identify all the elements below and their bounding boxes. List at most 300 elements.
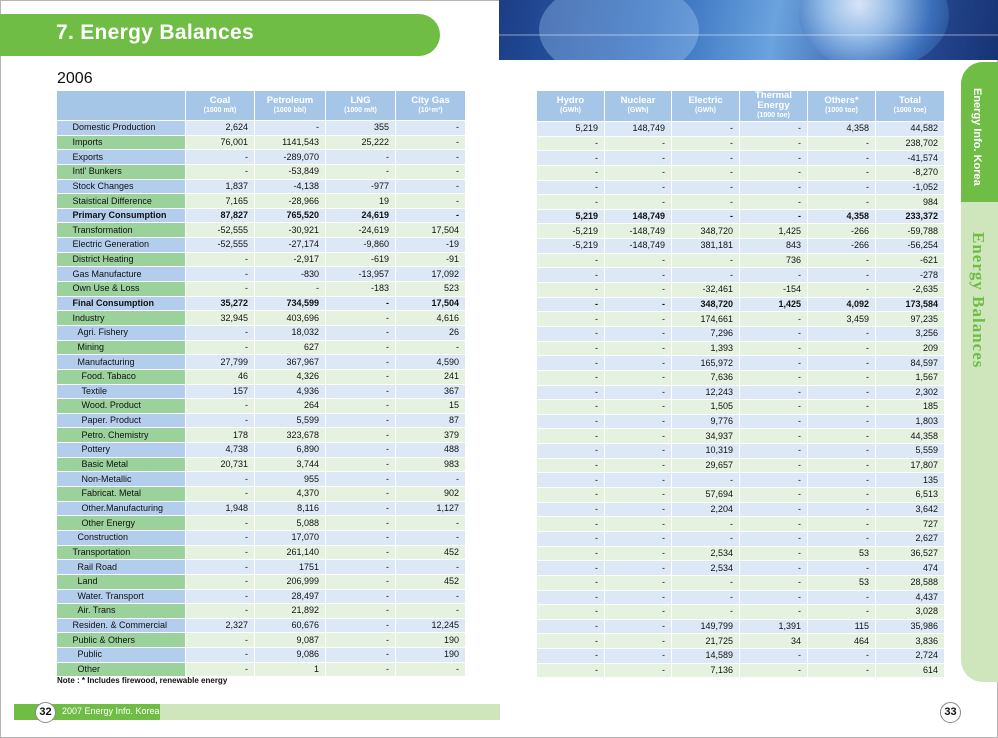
table-cell: - — [396, 194, 466, 209]
table-cell: 4,358 — [808, 122, 876, 137]
table-cell: 148,749 — [605, 209, 672, 224]
table-cell: - — [605, 634, 672, 649]
table-cell: - — [186, 340, 255, 355]
table-cell: - — [605, 312, 672, 327]
table-cell: - — [537, 253, 605, 268]
table-cell: 178 — [186, 428, 255, 443]
table-cell: 21,892 — [255, 604, 326, 619]
table-cell: 261,140 — [255, 545, 326, 560]
table-cell: 983 — [396, 457, 466, 472]
table-cell: - — [326, 560, 396, 575]
table-cell: - — [808, 136, 876, 151]
table-cell: - — [605, 356, 672, 371]
table-cell: - — [740, 312, 808, 327]
table-row — [537, 239, 945, 254]
table-cell: -2,635 — [876, 283, 945, 298]
table-cell: 1 — [255, 662, 326, 677]
table-cell: - — [672, 253, 740, 268]
table-cell: 902 — [396, 487, 466, 502]
table-cell: 10,319 — [672, 444, 740, 459]
column-header — [740, 91, 808, 122]
table-cell: -91 — [396, 252, 466, 267]
table-cell: 3,256 — [876, 326, 945, 341]
table-row — [537, 590, 945, 605]
table-cell: - — [808, 517, 876, 532]
table-row — [57, 399, 466, 414]
table-cell: - — [740, 195, 808, 210]
table-cell: - — [396, 150, 466, 165]
table-cell: - — [605, 326, 672, 341]
table-cell: - — [740, 502, 808, 517]
column-header — [186, 91, 255, 121]
table-row — [537, 122, 945, 137]
table-row — [57, 501, 466, 516]
table-cell: - — [537, 561, 605, 576]
table-cell: 25,222 — [326, 135, 396, 150]
table-row — [537, 429, 945, 444]
table-cell: - — [186, 516, 255, 531]
table-cell: 452 — [396, 545, 466, 560]
table-cell: - — [186, 589, 255, 604]
table-cell: 4,358 — [808, 209, 876, 224]
table-cell: - — [326, 311, 396, 326]
table-row — [537, 195, 945, 210]
table-cell: 76,001 — [186, 135, 255, 150]
table-cell: 7,136 — [672, 663, 740, 678]
table-row — [537, 444, 945, 459]
column-header — [808, 91, 876, 122]
table-cell: - — [186, 267, 255, 282]
chapter-title-bar — [0, 14, 440, 56]
table-cell: -154 — [740, 283, 808, 298]
table-cell: - — [186, 282, 255, 297]
table-row — [57, 121, 466, 136]
table-cell: - — [808, 268, 876, 283]
table-cell: - — [605, 180, 672, 195]
table-cell: 44,358 — [876, 429, 945, 444]
table-cell: - — [537, 341, 605, 356]
table-cell: 5,599 — [255, 413, 326, 428]
table-cell: - — [808, 151, 876, 166]
page-number-left: 32 — [35, 702, 56, 723]
table-cell: - — [808, 429, 876, 444]
table-cell: - — [186, 325, 255, 340]
table-row — [537, 488, 945, 503]
table-cell: -9,860 — [326, 238, 396, 253]
table-cell: 233,372 — [876, 209, 945, 224]
table-cell: 348,720 — [672, 297, 740, 312]
table-row — [537, 224, 945, 239]
table-cell: 3,744 — [255, 457, 326, 472]
table-cell: 29,657 — [672, 458, 740, 473]
table-cell: 7,636 — [672, 370, 740, 385]
table-cell: 1,505 — [672, 400, 740, 415]
column-header-name: Electric — [688, 95, 723, 106]
table-row — [57, 384, 466, 399]
row-label: Paper. Product — [57, 413, 186, 428]
table-cell: - — [537, 326, 605, 341]
table-cell: 17,092 — [396, 267, 466, 282]
table-cell: 1,391 — [740, 619, 808, 634]
table-cell: - — [808, 531, 876, 546]
table-cell: - — [537, 370, 605, 385]
table-cell: - — [808, 341, 876, 356]
table-cell: - — [740, 531, 808, 546]
table-cell: - — [808, 253, 876, 268]
table-cell: - — [186, 399, 255, 414]
table-cell: - — [326, 574, 396, 589]
table-cell: 355 — [326, 121, 396, 136]
table-cell: - — [186, 545, 255, 560]
table-cell: - — [396, 589, 466, 604]
table-cell: - — [186, 604, 255, 619]
table-cell: - — [808, 488, 876, 503]
table-cell: 1,425 — [740, 224, 808, 239]
row-label: Stock Changes — [57, 179, 186, 194]
table-cell: - — [186, 164, 255, 179]
column-header-unit: (1000 toe) — [825, 107, 858, 114]
page-number-right: 33 — [940, 702, 961, 723]
table-cell: - — [605, 561, 672, 576]
table-cell: - — [605, 385, 672, 400]
table-cell: - — [605, 195, 672, 210]
table-row — [57, 150, 466, 165]
table-cell: - — [605, 253, 672, 268]
table-cell: - — [605, 370, 672, 385]
table-cell: - — [808, 385, 876, 400]
table-cell: 157 — [186, 384, 255, 399]
row-label: Exports — [57, 150, 186, 165]
table-cell: 1,425 — [740, 297, 808, 312]
table-header-row — [57, 91, 466, 121]
table-cell: 4,590 — [396, 355, 466, 370]
table-row — [57, 457, 466, 472]
table-cell: - — [326, 399, 396, 414]
table-cell: - — [537, 180, 605, 195]
header-banner-image — [499, 0, 998, 60]
table-cell: - — [808, 165, 876, 180]
table-cell: 367,967 — [255, 355, 326, 370]
table-row — [537, 268, 945, 283]
table-cell: - — [740, 458, 808, 473]
table-cell: - — [605, 473, 672, 488]
table-cell: - — [808, 605, 876, 620]
table-cell: - — [605, 429, 672, 444]
table-cell: - — [396, 164, 466, 179]
table-cell: 15 — [396, 399, 466, 414]
table-cell: 4,370 — [255, 487, 326, 502]
table-cell: - — [605, 502, 672, 517]
table-cell: 381,181 — [672, 239, 740, 254]
table-row — [537, 414, 945, 429]
table-cell: 984 — [876, 195, 945, 210]
row-label: Pottery — [57, 443, 186, 458]
table-cell: 4,437 — [876, 590, 945, 605]
table-cell: 2,302 — [876, 385, 945, 400]
table-cell: - — [740, 575, 808, 590]
table-row — [537, 326, 945, 341]
table-cell: - — [605, 414, 672, 429]
table-row — [537, 561, 945, 576]
row-label: Basic Metal — [57, 457, 186, 472]
table-cell: - — [808, 356, 876, 371]
table-cell: 9,087 — [255, 633, 326, 648]
column-header-name: Total — [899, 95, 921, 106]
table-cell: -28,966 — [255, 194, 326, 209]
row-label: Other.Manufacturing — [57, 501, 186, 516]
table-cell: - — [672, 605, 740, 620]
table-cell: - — [186, 648, 255, 663]
table-cell: 1,567 — [876, 370, 945, 385]
table-cell: -830 — [255, 267, 326, 282]
row-label: Electric Generation — [57, 238, 186, 253]
table-cell: 44,582 — [876, 122, 945, 137]
table-row — [57, 413, 466, 428]
table-cell: - — [186, 662, 255, 677]
table-cell: - — [537, 385, 605, 400]
table-cell: 765,520 — [255, 208, 326, 223]
table-cell: -41,574 — [876, 151, 945, 166]
table-cell: - — [326, 384, 396, 399]
table-cell: - — [537, 488, 605, 503]
table-cell: -52,555 — [186, 223, 255, 238]
table-cell: - — [537, 165, 605, 180]
table-cell: - — [672, 517, 740, 532]
table-cell: - — [672, 209, 740, 224]
table-cell: 57,694 — [672, 488, 740, 503]
side-tab — [961, 62, 998, 682]
table-row — [537, 180, 945, 195]
table-cell: 12,243 — [672, 385, 740, 400]
table-cell: - — [672, 531, 740, 546]
table-cell: 46 — [186, 369, 255, 384]
table-cell: -289,070 — [255, 150, 326, 165]
table-cell: 736 — [740, 253, 808, 268]
column-header-unit: (1000 m/t) — [203, 106, 237, 114]
table-cell: 21,725 — [672, 634, 740, 649]
footer-label: 2007 Energy Info. Korea — [62, 706, 160, 716]
table-row — [57, 135, 466, 150]
row-label: Land — [57, 574, 186, 589]
table-cell: 26 — [396, 325, 466, 340]
table-cell: - — [326, 648, 396, 663]
table-cell: - — [740, 209, 808, 224]
table-row — [537, 165, 945, 180]
table-cell: 614 — [876, 663, 945, 678]
table-cell: 34 — [740, 634, 808, 649]
table-cell: - — [326, 589, 396, 604]
table-cell: - — [537, 312, 605, 327]
side-tab-label: Energy Info. Korea — [971, 88, 983, 186]
table-cell: - — [186, 560, 255, 575]
table-row — [537, 575, 945, 590]
table-cell: - — [326, 618, 396, 633]
table-cell: - — [537, 575, 605, 590]
table-cell: - — [326, 545, 396, 560]
table-cell: - — [808, 326, 876, 341]
table-cell: - — [326, 355, 396, 370]
table-cell: -56,254 — [876, 239, 945, 254]
table-cell: - — [808, 370, 876, 385]
table-cell: 5,219 — [537, 122, 605, 137]
column-header-unit: (GWh) — [627, 107, 649, 114]
table-row — [57, 296, 466, 311]
table-note: Note : * Includes firewood, renewable energy — [57, 676, 228, 685]
table-cell: 3,459 — [808, 312, 876, 327]
column-header-name: City Gas — [411, 94, 450, 106]
table-cell: - — [326, 633, 396, 648]
table-cell: -183 — [326, 282, 396, 297]
table-cell: 87,827 — [186, 208, 255, 223]
column-header — [537, 91, 605, 122]
table-cell: - — [672, 473, 740, 488]
table-cell: 206,999 — [255, 574, 326, 589]
table-cell: 3,028 — [876, 605, 945, 620]
table-cell: - — [605, 268, 672, 283]
banner-light — [539, 0, 699, 60]
table-cell: - — [186, 472, 255, 487]
table-cell: - — [808, 444, 876, 459]
table-cell: 1751 — [255, 560, 326, 575]
table-cell: 17,807 — [876, 458, 945, 473]
table-cell: - — [672, 151, 740, 166]
table-cell: -8,270 — [876, 165, 945, 180]
table-row — [537, 297, 945, 312]
table-cell: 2,627 — [876, 531, 945, 546]
row-label: Manufacturing — [57, 355, 186, 370]
table-cell: 264 — [255, 399, 326, 414]
table-cell: - — [605, 400, 672, 415]
table-cell: 17,504 — [396, 296, 466, 311]
table-cell: - — [396, 208, 466, 223]
row-label: Petro. Chemistry — [57, 428, 186, 443]
table-cell: 474 — [876, 561, 945, 576]
table-cell: - — [740, 546, 808, 561]
table-cell: - — [396, 530, 466, 545]
table-row — [57, 223, 466, 238]
table-cell: -30,921 — [255, 223, 326, 238]
table-cell: - — [808, 473, 876, 488]
table-cell: 627 — [255, 340, 326, 355]
column-header-unit: (1000 bbl) — [273, 106, 307, 114]
table-cell: - — [605, 517, 672, 532]
table-cell: - — [326, 340, 396, 355]
table-cell: 7,296 — [672, 326, 740, 341]
table-cell: - — [740, 605, 808, 620]
table-cell: - — [740, 356, 808, 371]
globe-graphic — [799, 0, 949, 60]
table-header-row — [537, 91, 945, 122]
row-label: Own Use & Loss — [57, 282, 186, 297]
table-row — [537, 663, 945, 678]
table-cell: 35,272 — [186, 296, 255, 311]
table-cell: 4,326 — [255, 369, 326, 384]
side-tab-section — [961, 62, 998, 202]
table-cell: 1,803 — [876, 414, 945, 429]
table-cell: 12,245 — [396, 618, 466, 633]
table-cell: 87 — [396, 413, 466, 428]
column-header-unit: (10⁶m³) — [418, 106, 443, 114]
table-cell: 4,092 — [808, 297, 876, 312]
table-cell: - — [396, 472, 466, 487]
table-cell: - — [326, 530, 396, 545]
table-cell: - — [740, 268, 808, 283]
table-cell: - — [255, 121, 326, 136]
table-row — [57, 662, 466, 677]
table-cell: 20,731 — [186, 457, 255, 472]
row-label: Rail Road — [57, 560, 186, 575]
table-row — [57, 282, 466, 297]
table-cell: -27,174 — [255, 238, 326, 253]
table-row — [537, 473, 945, 488]
table-cell: 323,678 — [255, 428, 326, 443]
row-label: Intl' Bunkers — [57, 164, 186, 179]
table-row — [57, 238, 466, 253]
table-cell: - — [605, 341, 672, 356]
table-cell: - — [740, 649, 808, 664]
table-row — [57, 208, 466, 223]
table-cell: 6,513 — [876, 488, 945, 503]
column-header — [876, 91, 945, 122]
table-row — [537, 253, 945, 268]
table-cell: - — [537, 283, 605, 298]
table-cell: 5,219 — [537, 209, 605, 224]
table-cell: - — [537, 502, 605, 517]
table-cell: 2,204 — [672, 502, 740, 517]
table-cell: - — [740, 663, 808, 678]
table-row — [57, 311, 466, 326]
row-label: Other — [57, 662, 186, 677]
table-cell: - — [605, 590, 672, 605]
table-cell: - — [605, 488, 672, 503]
table-cell: - — [396, 340, 466, 355]
table-cell: 464 — [808, 634, 876, 649]
table-cell: - — [808, 561, 876, 576]
row-label: Non-Metallic — [57, 472, 186, 487]
table-cell: - — [537, 590, 605, 605]
table-cell: - — [808, 414, 876, 429]
table-cell: 727 — [876, 517, 945, 532]
table-cell: 115 — [808, 619, 876, 634]
table-cell: - — [740, 561, 808, 576]
table-cell: -148,749 — [605, 224, 672, 239]
table-cell: -24,619 — [326, 223, 396, 238]
column-header-unit: (GWh) — [695, 107, 716, 114]
table-row — [537, 605, 945, 620]
table-cell: - — [326, 662, 396, 677]
column-header-unit: (GWh) — [560, 107, 581, 114]
table-cell: 28,497 — [255, 589, 326, 604]
table-cell: 190 — [396, 633, 466, 648]
table-cell: -2,917 — [255, 252, 326, 267]
side-tab-chapter-label: Energy Balances — [969, 232, 988, 369]
table-row — [537, 400, 945, 415]
table-cell: - — [326, 413, 396, 428]
table-cell: - — [537, 400, 605, 415]
table-cell: - — [740, 341, 808, 356]
table-cell: 1141,543 — [255, 135, 326, 150]
column-header-unit: (1000 toe) — [757, 112, 790, 119]
row-label: Agri. Fishery — [57, 325, 186, 340]
row-label: Wood. Product — [57, 399, 186, 414]
table-row — [537, 385, 945, 400]
table-cell: - — [396, 121, 466, 136]
row-label: Water. Transport — [57, 589, 186, 604]
table-cell: 7,165 — [186, 194, 255, 209]
table-cell: - — [537, 605, 605, 620]
table-cell: - — [808, 180, 876, 195]
table-cell: - — [740, 517, 808, 532]
